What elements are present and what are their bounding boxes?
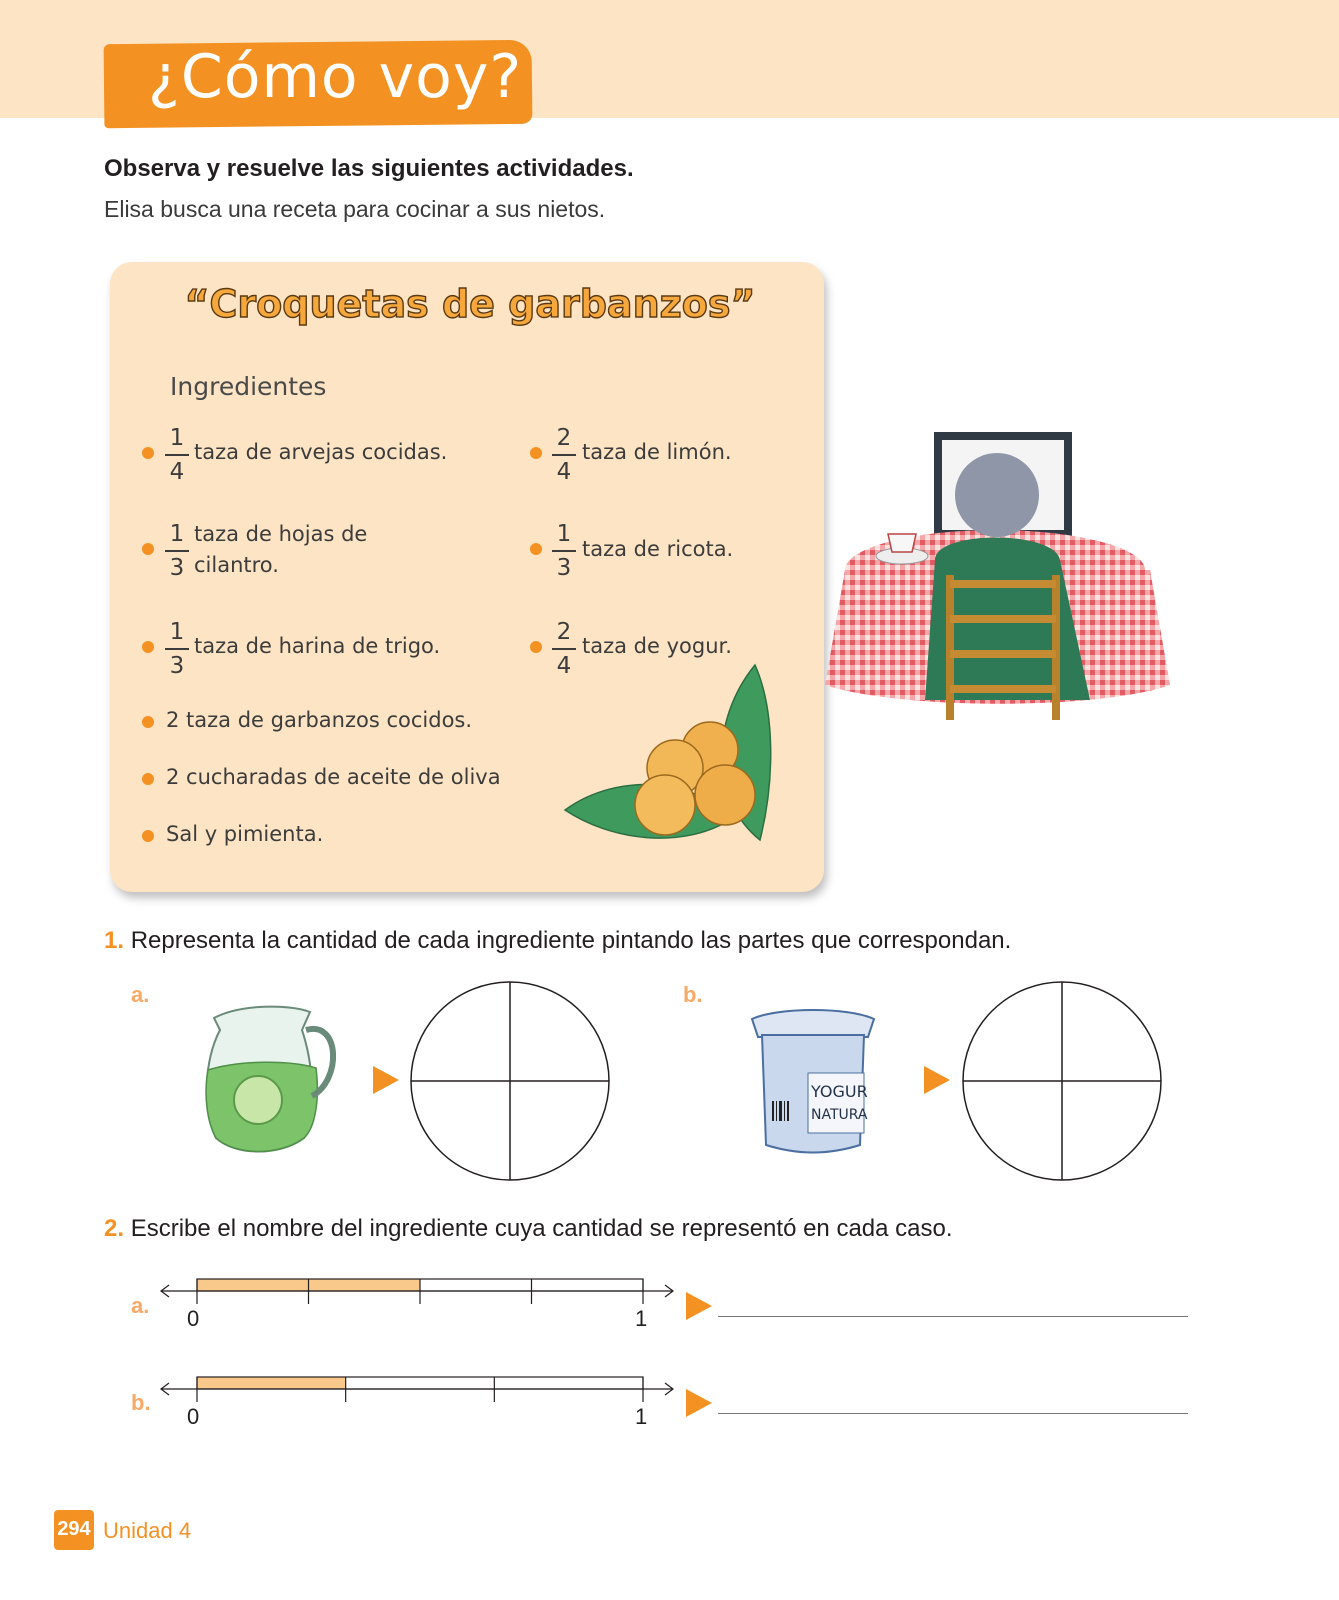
fraction: 2 4 (552, 424, 576, 486)
croquettes-illustration (560, 660, 780, 850)
item-label-a: a. (131, 982, 150, 1007)
number-line-a (155, 1270, 680, 1310)
fraction: 1 3 (165, 618, 189, 680)
number-line-b-marks (161, 1377, 673, 1402)
question-text: Escribe el nombre del ingrediente cuya cantidad se representó en cada caso. (130, 1215, 953, 1242)
fraction-circle-b[interactable] (962, 981, 1162, 1181)
fraction: 2 4 (552, 618, 576, 680)
yogurt-label-line2: NATURA (811, 1107, 868, 1123)
bullet (530, 641, 542, 653)
ingredient-text: 2 taza de garbanzos cocidos. (166, 708, 473, 732)
page-number: 294 (57, 1518, 91, 1540)
item-label-a: a. (131, 1293, 150, 1318)
answer-line-b[interactable] (718, 1413, 1188, 1414)
ingredient-text: taza de yogur. (582, 634, 732, 658)
number-line-end-label: 1 (635, 1404, 648, 1429)
number-line-start-label: 0 (187, 1306, 200, 1331)
fraction: 1 4 (165, 424, 189, 486)
bullet (142, 543, 154, 555)
bullet (142, 641, 154, 653)
instructions-heading: Observa y resuelve las siguientes actividades. (104, 155, 634, 182)
ingredient-text: taza de hojas de (194, 522, 368, 546)
bullet (142, 447, 154, 459)
number-line-end-label: 1 (635, 1306, 648, 1331)
bullet (530, 543, 542, 555)
arrow-right-icon (924, 1066, 950, 1094)
fraction: 1 3 (552, 520, 576, 582)
ingredient-text: taza de harina de trigo. (194, 634, 441, 658)
arrow-right-icon (373, 1066, 399, 1094)
number-line-start-label: 0 (187, 1404, 200, 1429)
ingredient-text: taza de arvejas cocidas. (194, 440, 448, 464)
question-number: 1. (104, 927, 125, 954)
number-line-b (155, 1368, 680, 1408)
recipe-title: “Croquetas de garbanzos” (184, 282, 756, 326)
unit-label: Unidad 4 (103, 1518, 192, 1543)
arrow-right-icon (686, 1292, 712, 1320)
yogurt-cup-illustration (748, 1005, 878, 1157)
ingredient-text: cilantro. (194, 553, 279, 577)
question-text: Representa la cantidad de cada ingrediente pintando las partes que correspondan. (130, 927, 1012, 954)
item-label-b: b. (683, 982, 703, 1007)
ingredient-text: Sal y pimienta. (166, 822, 324, 846)
question-1 (104, 927, 1011, 955)
arrow-right-icon (686, 1389, 712, 1417)
fraction: 1 3 (165, 520, 189, 582)
question-number: 2. (104, 1215, 125, 1242)
intro-text: Elisa busca una receta para cocinar a sus nietos. (104, 196, 606, 222)
grandmother-computer-illustration (820, 430, 1175, 730)
number-line-a-marks (161, 1279, 673, 1304)
bullet (142, 716, 154, 728)
lemonade-jug-illustration (200, 1000, 340, 1160)
bullet (142, 830, 154, 842)
page-title: ¿Cómo voy? (148, 42, 523, 112)
item-label-b: b. (131, 1390, 151, 1415)
ingredient-text: taza de limón. (582, 440, 732, 464)
shaded-segment (197, 1377, 346, 1389)
answer-line-a[interactable] (718, 1316, 1188, 1317)
ingredient-text: taza de ricota. (582, 537, 734, 561)
bullet (142, 773, 154, 785)
ingredient-text: 2 cucharadas de aceite de oliva (166, 765, 501, 789)
yogurt-label-line1: YOGUR (811, 1082, 868, 1101)
fraction-circle-a[interactable] (410, 981, 610, 1181)
ingredients-heading: Ingredientes (170, 372, 327, 401)
question-2 (104, 1215, 953, 1243)
bullet (530, 447, 542, 459)
